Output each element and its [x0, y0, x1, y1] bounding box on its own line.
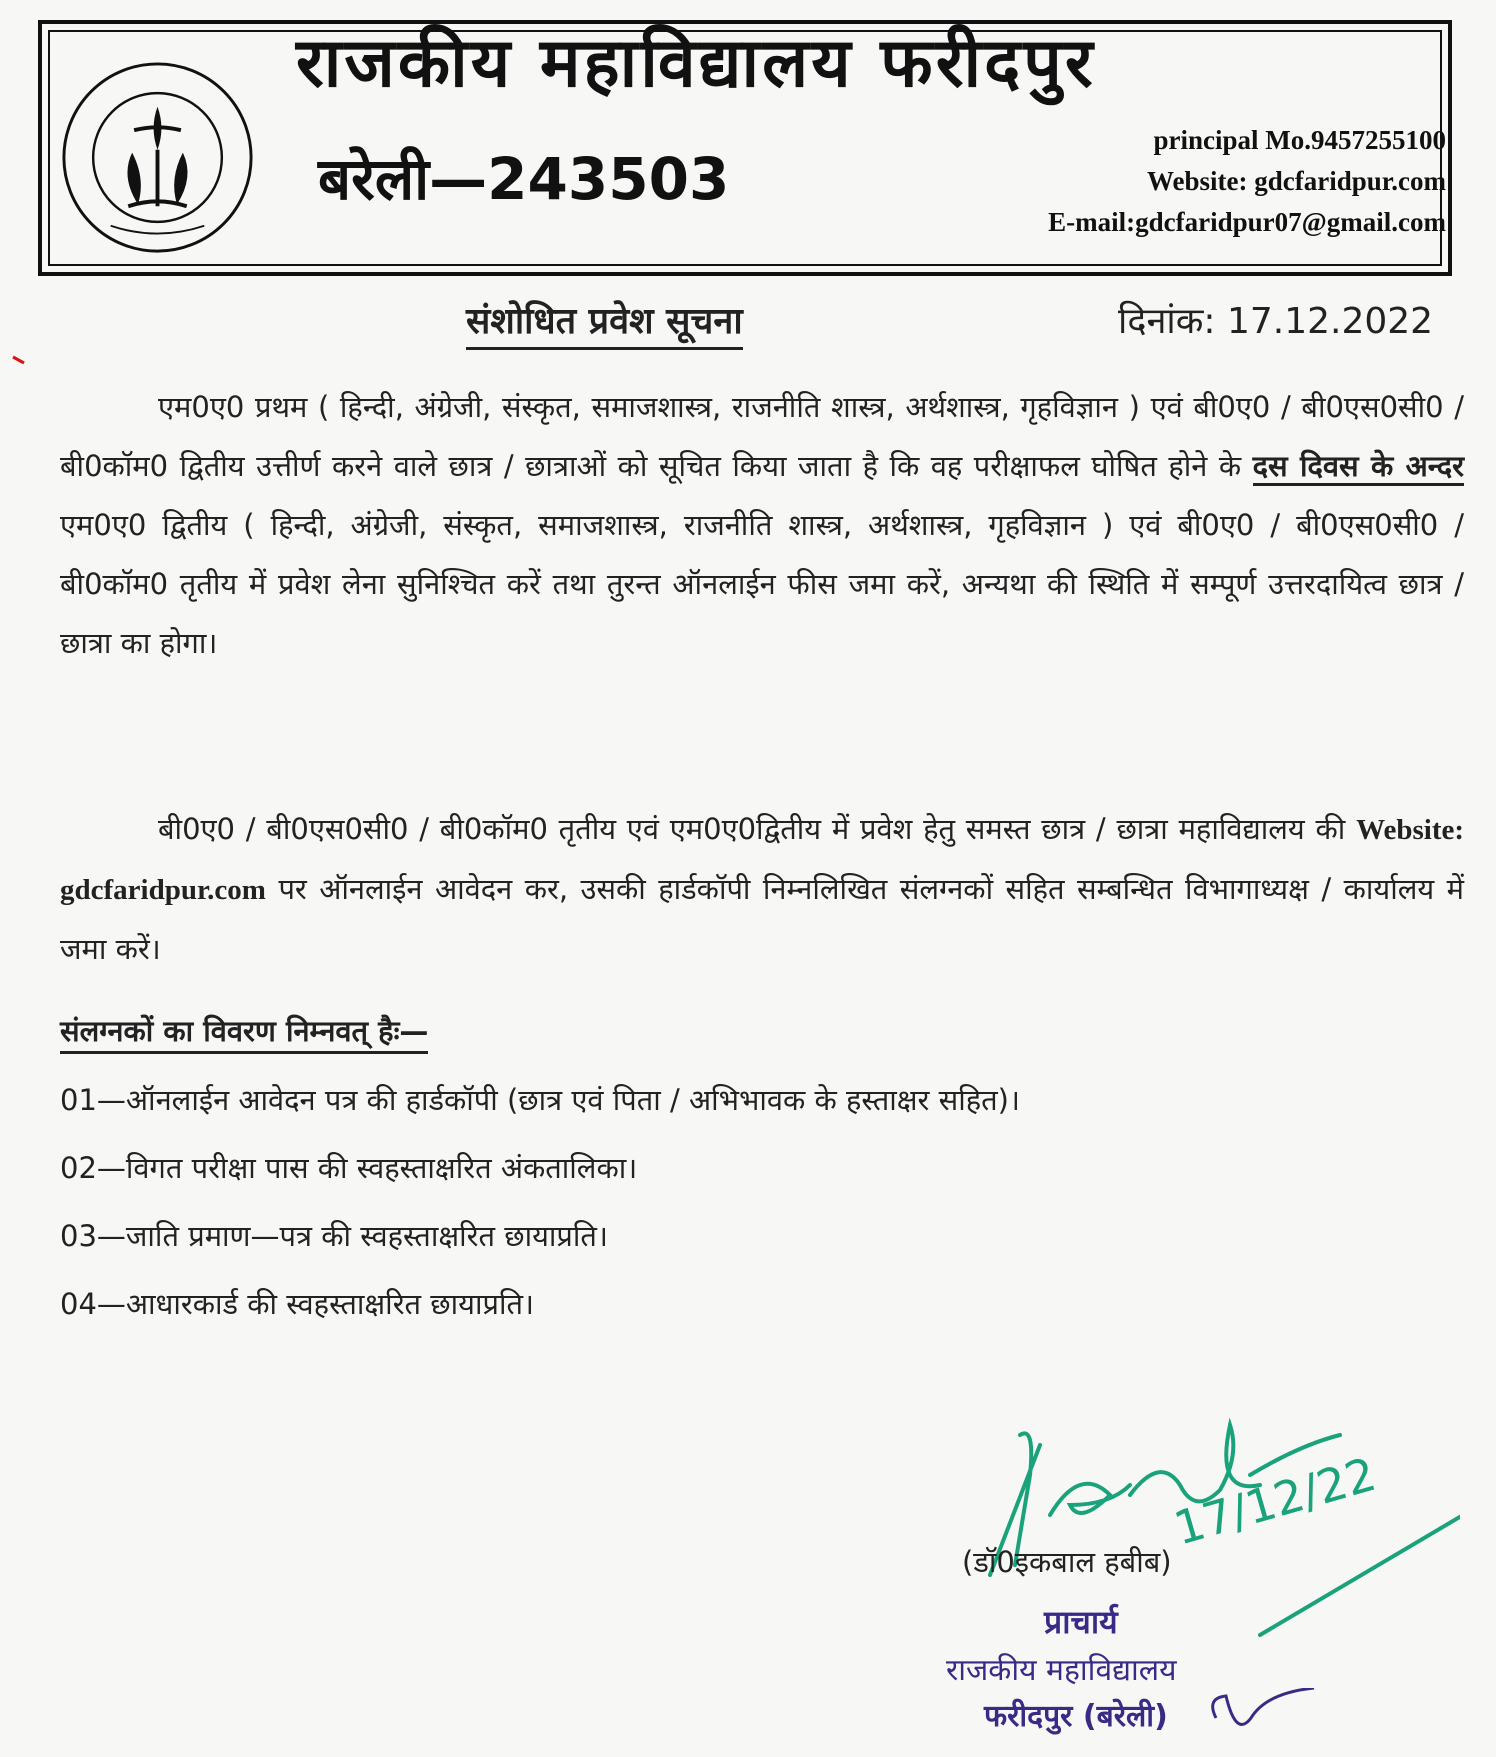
- college-seal-icon: [60, 60, 255, 255]
- paragraph-1-part-1: एम0ए0 प्रथम ( हिन्दी, अंग्रेजी, संस्कृत, समाजशास्त्र, राजनीति शास्त्र, अर्थशास्त्र, गृहविज्ञान ) एवं बी0ए0 / बी0एस0सी0 / बी0कॉम0 द्वितीय उत्तीर्ण करने वाले छात्र / छात्राओं को सूचित किया जाता है कि वह परीक्षाफल घोषित होने के: [60, 390, 1464, 483]
- principal-name: (डॉ0इकबाल हबीब): [962, 1545, 1172, 1579]
- paragraph-2: [60, 800, 1464, 979]
- email-text: E-mail:gdcfaridpur07@gmail.com: [1048, 207, 1446, 237]
- attachment-item: 02—विगत परीक्षा पास की स्वहस्ताक्षरित अंकतालिका।: [60, 1151, 638, 1185]
- handwritten-date: 17/12/22: [1168, 1446, 1382, 1556]
- deadline-highlight: दस दिवस के अन्दर: [1253, 449, 1464, 486]
- attachments-heading: संलग्नकों का विवरण निम्नवत् हैः—: [60, 1013, 428, 1054]
- principal-phone: principal Mo.9457255100: [1153, 125, 1446, 155]
- paragraph-2-part-2: पर ऑनलाईन आवेदन कर, उसकी हार्डकॉपी निम्नलिखित संलग्नकों सहित सम्बन्धित विभागाध्यक्ष / कार्यालय में जमा करें।: [60, 872, 1465, 966]
- stamp-initial-icon: [1196, 1688, 1316, 1750]
- notice-date: दिनांक: 17.12.2022: [1118, 301, 1434, 342]
- paragraph-2-website: Website: gdcfaridpur.com: [60, 814, 1465, 906]
- paragraph-2-part-1: बी0ए0 / बी0एस0सी0 / बी0कॉम0 तृतीय एवं एम0ए0द्वितीय में प्रवेश हेतु समस्त छात्र / छात्रा महाविद्यालय की: [158, 812, 1346, 846]
- contact-block: [1048, 120, 1446, 243]
- college-name: राजकीय महाविद्यालय फरीदपुर: [296, 24, 1096, 103]
- attachment-item: 04—आधारकार्ड की स्वहस्ताक्षरित छायाप्रति।: [60, 1287, 535, 1321]
- principal-title: प्राचार्य: [1044, 1603, 1118, 1641]
- stamp-college-name: राजकीय महाविद्यालय: [946, 1653, 1177, 1688]
- attachment-item: 03—जाति प्रमाण—पत्र की स्वहस्ताक्षरित छायाप्रति।: [60, 1219, 608, 1253]
- principal-signature: [960, 1365, 1460, 1665]
- paragraph-1: [60, 378, 1464, 673]
- attachment-item: 01—ऑनलाईन आवेदन पत्र की हार्डकॉपी (छात्र एवं पिता / अभिभावक के हस्ताक्षर सहित)।: [60, 1083, 1020, 1117]
- attachments-list: [60, 1078, 1020, 1350]
- website-text: Website: gdcfaridpur.com: [1147, 166, 1446, 196]
- stamp-location: फरीदपुर (बरेली): [984, 1699, 1168, 1734]
- college-city: बरेली—243503: [318, 145, 730, 213]
- paragraph-1-part-2: एम0ए0 द्वितीय ( हिन्दी, अंग्रेजी, संस्कृत, समाजशास्त्र, राजनीति शास्त्र, अर्थशास्त्र, गृहविज्ञान ) एवं बी0ए0 / बी0एस0सी0 / बी0कॉम0 तृतीय में प्रवेश लेना सुनिश्चित करें तथा तुरन्त ऑनलाईन फीस जमा करें, अन्यथा की स्थिति में सम्पूर्ण उत्तरदायित्व छात्र / छात्रा का होगा।: [60, 508, 1464, 660]
- notice-title: संशोधित प्रवेश सूचना: [466, 300, 743, 350]
- red-mark: [12, 350, 26, 360]
